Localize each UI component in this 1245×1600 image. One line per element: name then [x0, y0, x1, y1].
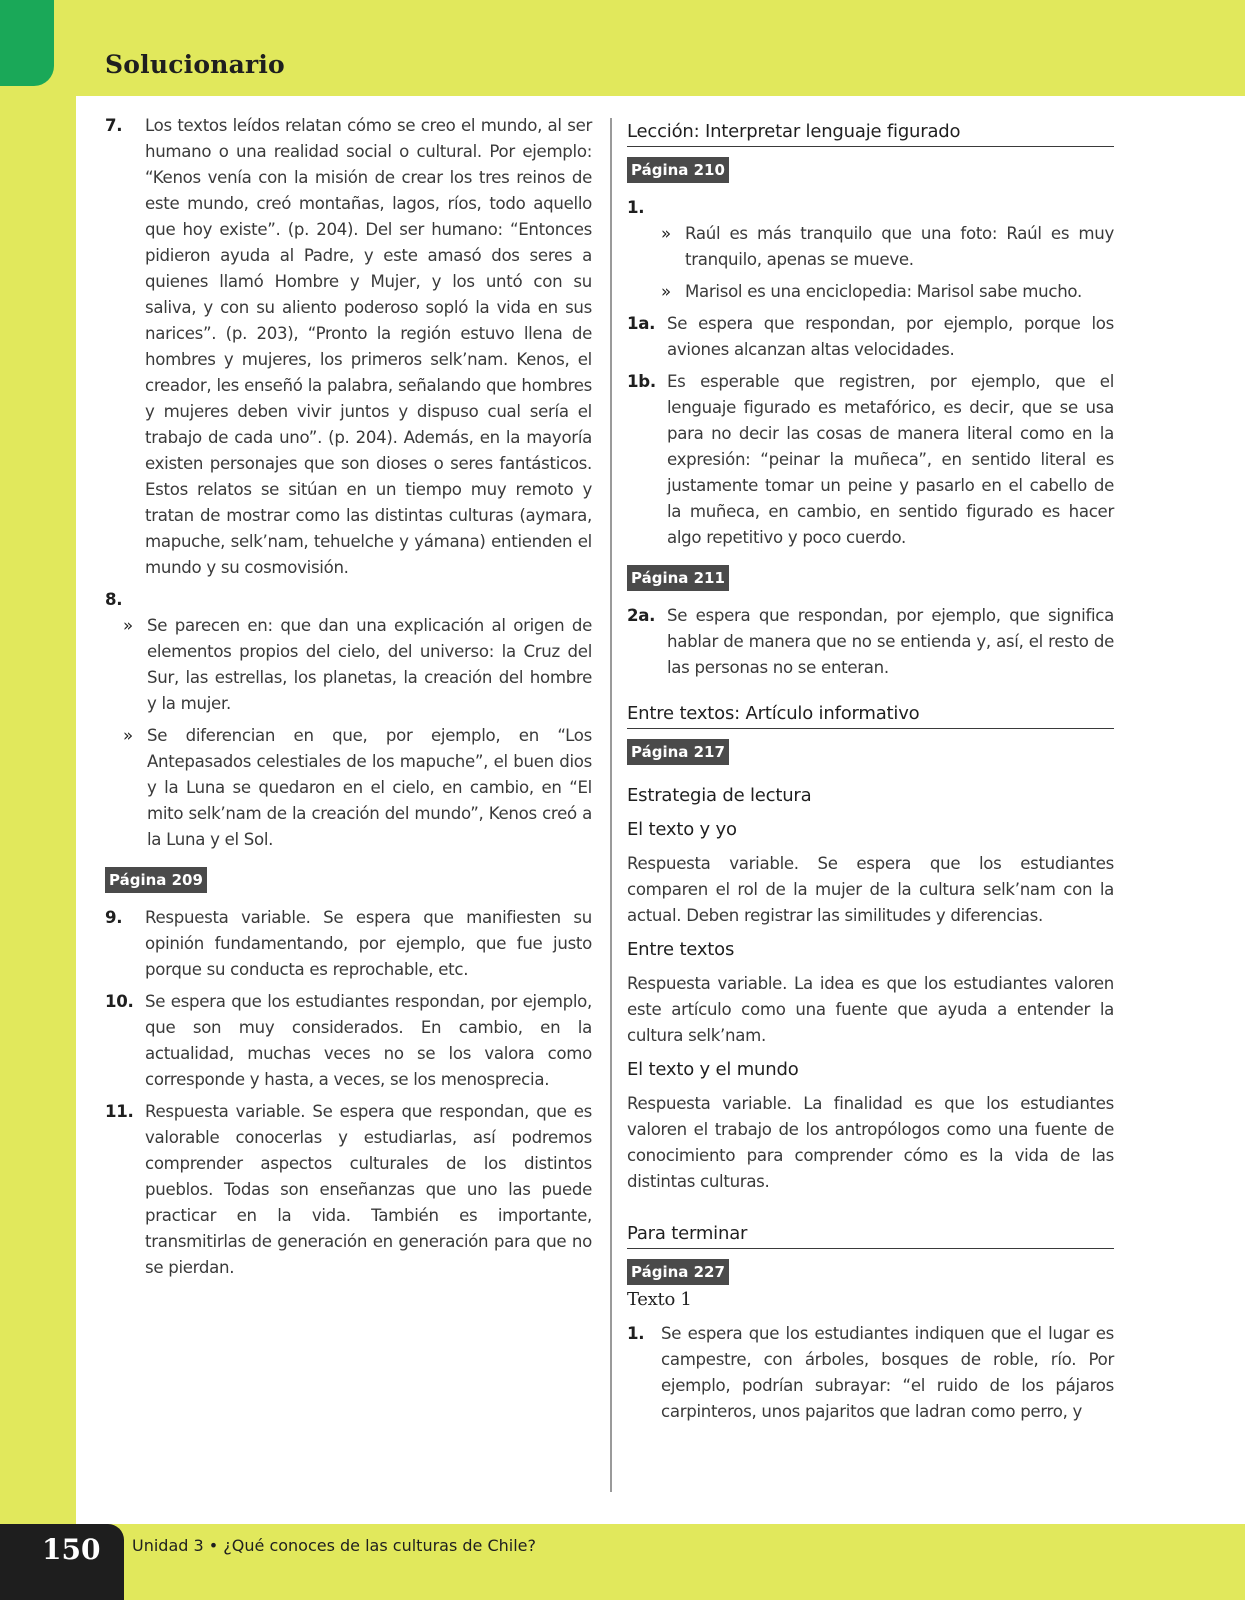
paragraph-between-texts: Respuesta variable. La idea es que los estudiantes valoren este artículo como una fuente que ayuda a entender la cultura selk’nam.	[627, 974, 1114, 1045]
bullet-marker: »	[123, 616, 133, 635]
answer-number: 1.	[627, 1324, 645, 1343]
answer-9	[105, 905, 592, 983]
column-divider	[610, 118, 612, 1492]
answer-number: 2a.	[627, 606, 656, 625]
corner-tab	[0, 0, 54, 86]
answer-number: 9.	[105, 908, 123, 927]
answer-text: Respuesta variable. Se espera que manifiesten su opinión fundamentando, por ejemplo, que fue justo porque su conducta es reprochable, etc.	[145, 908, 592, 979]
unit-title: Unidad 3 • ¿Qué conoces de las culturas de Chile?	[132, 1536, 537, 1555]
answer-8	[105, 587, 592, 613]
subheading-text-and-world: El texto y el mundo	[627, 1059, 799, 1080]
list-item	[661, 279, 1114, 305]
left-margin-band	[0, 0, 76, 1600]
page-badge-209: Página 209	[105, 867, 207, 893]
left-column	[105, 113, 592, 1287]
page-badge-227: Página 227	[627, 1259, 729, 1285]
answer-text: Se espera que respondan, por ejemplo, porque los aviones alcanzan altas velocidades.	[667, 314, 1114, 359]
answer-number: 1a.	[627, 314, 656, 333]
answer-number: 8.	[105, 590, 123, 609]
list-item	[123, 613, 592, 717]
answer-1-bullets	[661, 221, 1114, 305]
answer-text: Es esperable que registren, por ejemplo, que el lenguaje figurado es metafórico, es decir, que se usa para no decir las cosas de manera literal como en la expresión: “peinar la muñeca”, en sentido literal es justamente tomar un peine y pasarlo en el cabello de la muñeca, en cambio, en sentido figurado es hacer algo repetitivo y poco cuerdo.	[667, 372, 1114, 547]
list-item	[123, 723, 592, 853]
section-title-lesson: Lección: Interpretar lenguaje figurado	[627, 119, 1114, 147]
right-column	[627, 113, 1114, 1431]
answer-text: Se espera que los estudiantes indiquen que el lugar es campestre, con árboles, bosques de roble, río. Por ejemplo, podrían subrayar: “el ruido de los pájaros carpinteros, unos pajaritos que ladran como perro, y	[661, 1324, 1114, 1421]
answer-text: Respuesta variable. Se espera que respondan, que es valorable conocerlas y estudiarlas, así podremos comprender aspectos culturales de los distintos pueblos. Todas son enseñanzas que uno las puede practicar en la vida. También es importante, transmitirlas de generación en generación para que no se pierdan.	[145, 1102, 592, 1277]
bullet-text: Marisol es una enciclopedia: Marisol sabe mucho.	[685, 282, 1082, 301]
bullet-marker: »	[123, 726, 133, 745]
bullet-marker: »	[661, 282, 671, 301]
page-number: 150	[42, 1533, 101, 1566]
answer-number: 1.	[627, 198, 645, 217]
bullet-text: Raúl es más tranquilo que una foto: Raúl es muy tranquilo, apenas se mueve.	[685, 224, 1114, 269]
text-1-heading: Texto 1	[627, 1289, 692, 1310]
paragraph-text-and-me: Respuesta variable. Se espera que los estudiantes comparen el rol de la mujer de la cultura selk’nam con la actual. Deben registrar las similitudes y diferencias.	[627, 854, 1114, 925]
answer-text: Se espera que los estudiantes respondan, por ejemplo, que son muy considerados. En cambio, en la actualidad, muchas veces no se los valora como corresponde y hasta, a veces, se los menosprecia.	[145, 992, 592, 1089]
answer-10	[105, 989, 592, 1093]
bullet-marker: »	[661, 224, 671, 243]
answer-1b	[627, 369, 1114, 551]
bullet-text: Se diferencian en que, por ejemplo, en “Los Antepasados celestiales de los mapuche”, el buen dios y la Luna se quedaron en el cielo, en cambio, en “El mito selk’nam de la creación del mundo”, Kenos creó a la Luna y el Sol.	[147, 726, 592, 849]
section-title-to-finish: Para terminar	[627, 1221, 1114, 1249]
answer-1a	[627, 311, 1114, 363]
answer-11	[105, 1099, 592, 1281]
page-badge-217: Página 217	[627, 739, 729, 765]
subheading-strategy: Estrategia de lectura	[627, 785, 812, 806]
page-title: Solucionario	[105, 50, 285, 79]
answer-1-final	[627, 1321, 1114, 1425]
answer-8-bullets	[123, 613, 592, 853]
page-badge-210: Página 210	[627, 157, 729, 183]
page-badge-211: Página 211	[627, 565, 729, 591]
section-title-between-texts: Entre textos: Artículo informativo	[627, 701, 1114, 729]
answer-text: Se espera que respondan, por ejemplo, que significa hablar de manera que no se entienda y, así, el resto de las personas no se enteran.	[667, 606, 1114, 677]
header-band	[0, 0, 1245, 96]
answer-text: Los textos leídos relatan cómo se creo el mundo, al ser humano o una realidad social o cultural. Por ejemplo: “Kenos venía con la misión de crear los tres reinos de este mundo, creó montañas, lagos, ríos, todo aquello que hoy existe”. (p. 204). Del ser humano: “Entonces pidieron ayuda al Padre, y este amasó dos seres a quienes llamó Hombre y Mujer, y los untó con su saliva, y con su aliento poderoso sopló la vida en sus narices”. (p. 203), “Pronto la región estuvo llena de hombres y mujeres, los primeros selk’nam. Kenos, el creador, les enseñó la palabra, señalando que hombres y mujeres deben vivir juntos y dispuso cual sería el trabajo de cada uno”. (p. 204). Además, en la mayoría existen personajes que son dioses o seres fantásticos. Estos relatos se sitúan en un tiempo muy remoto y tratan de mostrar como las distintas culturas (aymara, mapuche, selk’nam, tehuelche y yámana) entienden el mundo y su cosmovisión.	[145, 116, 592, 577]
answer-number: 1b.	[627, 372, 656, 391]
bullet-text: Se parecen en: que dan una explicación al origen de elementos propios del cielo, del universo: la Cruz del Sur, las estrellas, los planetas, la creación del hombre y la mujer.	[147, 616, 592, 713]
list-item	[661, 221, 1114, 273]
answer-number: 7.	[105, 116, 123, 135]
answer-number: 10.	[105, 992, 134, 1011]
answer-7	[105, 113, 592, 581]
subheading-between-texts: Entre textos	[627, 939, 735, 960]
answer-2a	[627, 603, 1114, 681]
paragraph-text-and-world: Respuesta variable. La finalidad es que los estudiantes valoren el trabajo de los antropólogos como una fuente de conocimiento para comprender cómo es la vida de las distintas culturas.	[627, 1094, 1114, 1191]
subheading-text-and-me: El texto y yo	[627, 819, 737, 840]
answer-number: 11.	[105, 1102, 134, 1121]
answer-1	[627, 195, 1114, 221]
